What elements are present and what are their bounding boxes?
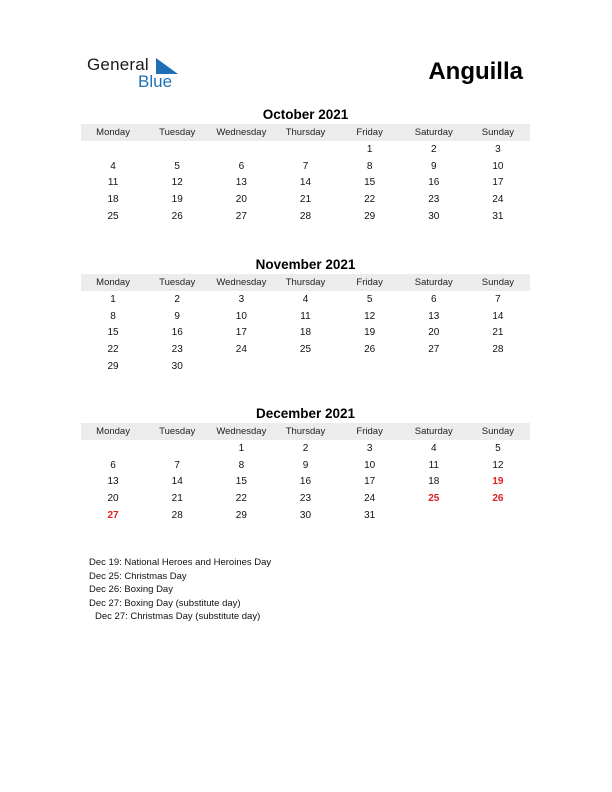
day-cell: 4 [430, 442, 437, 454]
weekday-label: Wednesday [216, 426, 267, 437]
day-cell: 7 [302, 160, 309, 172]
day-cell: 22 [107, 344, 119, 356]
day-cell: 10 [492, 160, 504, 172]
day-cell: 9 [302, 459, 309, 471]
weekday-label: Saturday [414, 277, 453, 288]
day-cell: 19 [171, 194, 183, 206]
day-cell: 26 [492, 493, 504, 505]
day-cell: 6 [430, 293, 437, 305]
holiday-item: Dec 25: Christmas Day [89, 570, 187, 582]
day-cell: 13 [107, 476, 119, 488]
weekday-header-row [81, 274, 530, 291]
day-cell: 18 [428, 476, 440, 488]
day-cell: 8 [366, 160, 373, 172]
month-november [81, 256, 530, 375]
week-row [81, 474, 530, 491]
day-cell: 13 [428, 310, 440, 322]
day-cell: 22 [235, 493, 247, 505]
day-cell: 28 [171, 510, 183, 522]
day-cell: 9 [430, 160, 437, 172]
weekday-label: Sunday [481, 127, 515, 138]
weekday-label: Monday [96, 127, 130, 138]
day-cell: 14 [492, 310, 504, 322]
week-row [81, 158, 530, 175]
month-title: October 2021 [262, 107, 349, 122]
day-cell: 8 [110, 310, 116, 322]
day-cell: 3 [495, 143, 501, 155]
day-cell: 29 [235, 510, 247, 522]
day-cell: 23 [299, 493, 312, 505]
day-cell: 30 [428, 211, 440, 223]
day-cell: 27 [428, 344, 440, 356]
week-row [81, 141, 530, 158]
day-cell: 9 [174, 310, 180, 322]
day-cell: 16 [171, 327, 183, 339]
day-cell: 25 [299, 344, 312, 356]
weekday-label: Friday [356, 277, 383, 288]
weekday-label: Friday [356, 426, 383, 437]
weekday-label: Wednesday [216, 127, 267, 138]
month-december [81, 405, 530, 524]
day-cell: 28 [492, 344, 504, 356]
day-cell: 17 [364, 476, 376, 488]
day-cell: 29 [364, 211, 376, 223]
day-cell: 16 [299, 476, 312, 488]
week-row [81, 358, 530, 375]
generalblue-logo [87, 55, 197, 95]
day-cell: 6 [238, 160, 245, 172]
day-cell: 14 [299, 177, 312, 189]
weekday-header-row [81, 423, 530, 440]
day-cell: 4 [110, 160, 116, 172]
holiday-item: Dec 19: National Heroes and Heroines Day [89, 557, 272, 568]
day-cell: 23 [428, 194, 440, 206]
day-cell: 26 [364, 344, 376, 356]
weekday-label: Thursday [285, 426, 326, 437]
weekday-header-row [81, 124, 530, 141]
weekday-label: Monday [96, 277, 130, 288]
day-cell: 18 [299, 327, 312, 339]
day-cell: 10 [235, 310, 247, 322]
day-cell: 14 [171, 476, 183, 488]
day-cell: 24 [364, 493, 376, 505]
holiday-item: Dec 27: Christmas Day (substitute day) [95, 611, 261, 622]
day-cell: 25 [428, 493, 440, 505]
holiday-item: Dec 27: Boxing Day (substitute day) [89, 597, 241, 609]
day-cell: 2 [174, 293, 180, 305]
day-cell: 19 [364, 327, 376, 339]
day-cell: 19 [492, 476, 504, 488]
day-cell: 28 [299, 211, 312, 223]
day-cell: 11 [107, 177, 119, 189]
week-row [81, 457, 530, 474]
day-cell: 3 [238, 293, 245, 305]
day-cell: 3 [366, 442, 373, 454]
day-cell: 10 [364, 459, 376, 471]
week-row [81, 341, 530, 358]
weekday-label: Sunday [481, 277, 515, 288]
day-cell: 5 [495, 442, 501, 454]
month-title: November 2021 [255, 257, 356, 272]
day-cell: 27 [107, 510, 119, 522]
day-cell: 21 [299, 194, 312, 206]
day-cell: 13 [235, 177, 247, 189]
day-cell: 5 [174, 160, 180, 172]
day-cell: 12 [364, 310, 376, 322]
day-cell: 24 [492, 194, 504, 206]
day-cell: 1 [366, 143, 373, 155]
day-cell: 31 [492, 211, 504, 223]
week-row [81, 440, 530, 457]
day-cell: 25 [107, 211, 119, 223]
day-cell: 30 [299, 510, 312, 522]
weekday-label: Monday [96, 426, 130, 437]
day-cell: 20 [428, 327, 440, 339]
day-cell: 12 [492, 459, 504, 471]
holiday-item: Dec 26: Boxing Day [89, 584, 173, 595]
holiday-list [89, 556, 271, 624]
day-cell: 31 [364, 510, 376, 522]
week-row [81, 208, 530, 225]
week-row [81, 191, 530, 208]
weekday-label: Thursday [285, 277, 326, 288]
weekday-label: Tuesday [159, 277, 196, 288]
week-row [81, 291, 530, 308]
day-cell: 17 [235, 327, 247, 339]
day-cell: 6 [110, 459, 116, 471]
day-cell: 30 [171, 361, 183, 373]
day-cell: 18 [107, 194, 119, 206]
day-cell: 17 [492, 177, 504, 189]
day-cell: 15 [364, 177, 376, 189]
day-cell: 11 [428, 459, 439, 471]
weekday-label: Tuesday [159, 426, 196, 437]
day-cell: 15 [235, 476, 247, 488]
day-cell: 24 [235, 344, 247, 356]
day-cell: 27 [235, 211, 247, 223]
day-cell: 23 [171, 344, 183, 356]
day-cell: 2 [430, 143, 437, 155]
day-cell: 16 [428, 177, 440, 189]
day-cell: 26 [171, 211, 183, 223]
day-cell: 1 [238, 442, 245, 454]
weekday-label: Saturday [414, 426, 453, 437]
week-row [81, 507, 530, 524]
weekday-label: Friday [356, 127, 383, 138]
logo-blue-text: Blue [138, 72, 173, 91]
day-cell: 11 [300, 310, 311, 322]
logo-general-text: General [87, 55, 149, 74]
month-title: December 2021 [255, 406, 356, 421]
weekday-label: Thursday [285, 127, 326, 138]
week-row [81, 308, 530, 325]
day-cell: 8 [238, 459, 245, 471]
country-title: Anguilla [428, 58, 523, 85]
day-cell: 1 [110, 293, 116, 305]
day-cell: 5 [366, 293, 373, 305]
week-row [81, 325, 530, 342]
day-cell: 15 [107, 327, 119, 339]
weekday-label: Tuesday [159, 127, 196, 138]
week-row [81, 175, 530, 192]
day-cell: 7 [174, 459, 180, 471]
day-cell: 12 [171, 177, 183, 189]
day-cell: 4 [302, 293, 309, 305]
month-october [81, 106, 530, 225]
day-cell: 22 [364, 194, 376, 206]
day-cell: 21 [171, 493, 183, 505]
day-cell: 21 [492, 327, 504, 339]
day-cell: 2 [302, 442, 309, 454]
weekday-label: Sunday [481, 426, 515, 437]
day-cell: 20 [235, 194, 247, 206]
day-cell: 29 [107, 361, 119, 373]
weekday-label: Wednesday [216, 277, 267, 288]
weekday-label: Saturday [414, 127, 453, 138]
day-cell: 7 [495, 293, 501, 305]
day-cell: 20 [107, 493, 119, 505]
week-row [81, 490, 530, 507]
